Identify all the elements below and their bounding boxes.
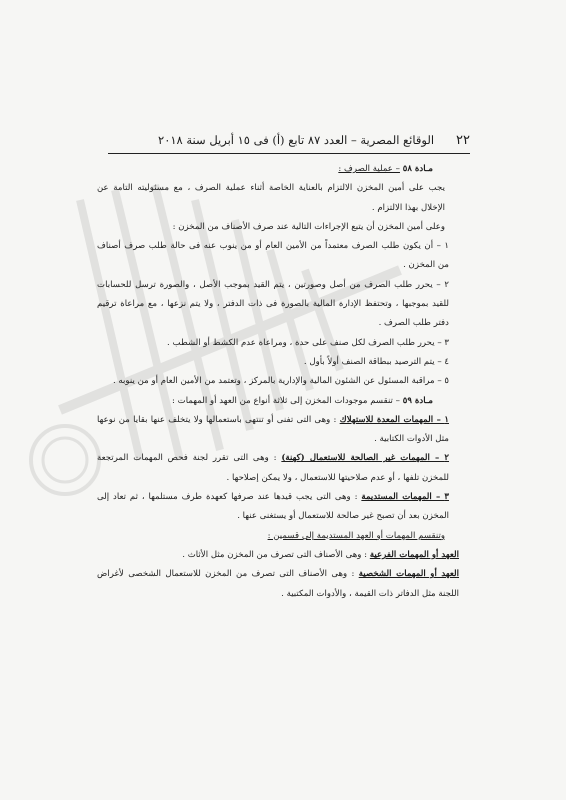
list-item: ١ – أن يكون طلب الصرف معتمداً من الأمين العام أو من ينوب عنه فى حالة طلب صرف أصناف من المخزن . (97, 241, 449, 271)
list-item: ٥ – مراقبة المسئول عن الشئون المالية والإدارية بالمركز ، وتعتمد من الأمين العام أو من ينوبه . (112, 376, 449, 387)
paragraph: يجب على أمين المخزن الالتزام بالعناية الخاصة أثناء عملية الصرف ، مع مسئوليته التامة عن الإخلال بهذا الالتزام . (97, 183, 445, 213)
item-text: : وهى التى تقرر لجنة فحص المهمات المرتجعة للمخزن تلفها ، أو عدم صلاحيتها للاستعمال ، ولا يمكن إصلاحها . (97, 453, 449, 483)
item-label: ٣ – المهمات المستديمة (361, 492, 449, 503)
list-item (97, 565, 459, 604)
page-number: ٢٢ (456, 132, 470, 148)
list-item: ٢ – يحرر طلب الصرف من أصل وصورتين ، يتم القيد بموجب الأصل ، والصورة ترسل للحسابات للقيد بموجبها ، وتحتفظ الإدارة المالية بالصورة فى ذات الدفتر ، ولا يتم نزعها ، مع مراعاة ترقيم دفتر طلب الصرف . (97, 279, 449, 329)
item-label: ١ – المهمات المعدة للاستهلاك (339, 414, 449, 425)
paragraph (97, 527, 459, 546)
paragraph: وعلى أمين المخزن أن يتبع الإجراءات التالية عند صرف الأصناف من المخزن : (172, 221, 445, 232)
list-item (97, 411, 459, 450)
list-item: ٣ – يحرر طلب الصرف لكل صنف على حدة ، ومراعاة عدم الكشط أو الشطب . (167, 337, 449, 348)
item-label: العهد أو المهمات الفرعية (369, 549, 459, 560)
split-text: وتنقسم المهمات أو العهد المستديمة إلى قسمين : (267, 530, 445, 541)
page-header (110, 128, 470, 152)
article-58-heading (97, 160, 459, 179)
article-59-heading (97, 392, 459, 411)
list-item (97, 488, 459, 527)
item-label: ٢ – المهمات غير الصالحة للاستعمال (كهنة) (281, 453, 450, 464)
gazette-title: الوقائع المصرية – العدد ٨٧ تابع (أ) فى ١٥ أبريل سنة ٢٠١٨ (158, 133, 435, 147)
article-58-label: مـادة ٥٨ (402, 164, 433, 174)
item-text: : وهى الأصناف التى تصرف من المخزن مثل الأثاث . (182, 549, 368, 560)
item-text: : وهى التى يجب قيدها عند صرفها كعهدة طرف مستلمها ، ثم تعاد إلى المخزن بعد أن تصبح غير صالحة للاستعمال أو يستغنى عنها . (97, 492, 449, 522)
item-text: : وهى الأصناف التى تصرف من المخزن للاستعمال الشخصى لأغراض اللجنة مثل الدفاتر ذات القيمة ، والأدوات المكتبية . (97, 569, 459, 599)
list-item: ٤ – يتم الترصيد ببطاقة الصنف أولاً بأول . (303, 356, 449, 367)
list-item (97, 449, 459, 488)
article-59-text: – تنقسم موجودات المخزن إلى ثلاثة أنواع من العهد أو المهمات : (171, 395, 400, 406)
item-label: العهد أو المهمات الشخصية (358, 569, 460, 580)
item-text: : وهى التى تفنى أو تنتهى باستعمالها ولا يتخلف عنها بقايا من نوعها مثل الأدوات الكتابية . (97, 414, 449, 445)
list-item (97, 546, 459, 565)
header-divider (108, 153, 470, 154)
document-body (97, 160, 459, 604)
article-59-label: مـادة ٥٩ (402, 395, 433, 406)
article-58-title: – عملية الصرف : (338, 164, 400, 174)
